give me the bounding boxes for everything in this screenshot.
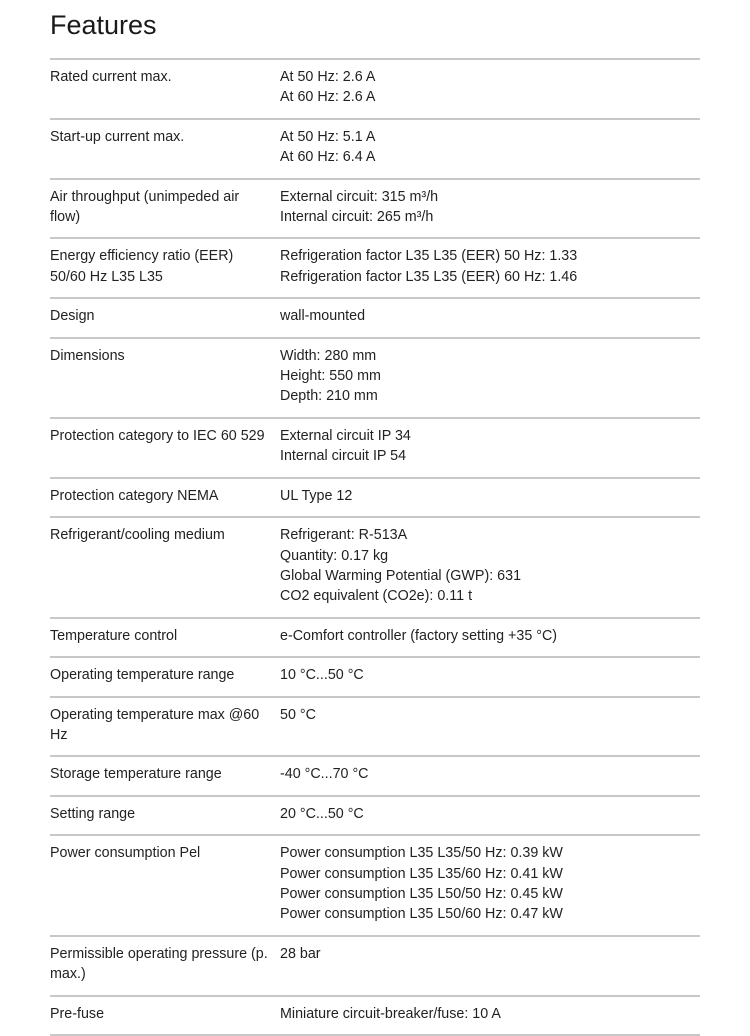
feature-value: At 50 Hz: 2.6 A [280, 69, 376, 85]
feature-label: Temperature control [50, 627, 178, 644]
feature-values [280, 127, 700, 168]
feature-value: Height: 550 mm [280, 368, 381, 385]
feature-value: wall-mounted [280, 308, 366, 325]
feature-value: 20 °C...50 °C [280, 805, 364, 822]
feature-values [280, 626, 700, 646]
feature-value: Refrigeration factor L35 L35 (EER) 50 Hz: 1.33 [280, 248, 578, 265]
feature-values [280, 804, 700, 824]
feature-label: Rated current max. [50, 69, 172, 85]
feature-value: UL Type 12 [280, 487, 353, 504]
feature-value: Refrigerant: R-513A [280, 527, 408, 544]
feature-label: Pre-fuse [50, 1005, 105, 1022]
feature-value: 28 bar [280, 945, 321, 962]
table-row [50, 997, 700, 1036]
feature-label: Protection category to IEC 60 529 [50, 427, 265, 444]
feature-values [280, 944, 700, 985]
feature-label: Permissible operating pressure (p. max.) [50, 945, 268, 983]
feature-value: Refrigeration factor L35 L35 (EER) 60 Hz: 1.46 [280, 268, 578, 285]
feature-value: At 60 Hz: 2.6 A [280, 89, 376, 106]
table-row [50, 797, 700, 836]
feature-label: Protection category NEMA [50, 487, 219, 504]
feature-value: e-Comfort controller (factory setting +35 °C) [280, 627, 558, 644]
feature-value: External circuit IP 34 [280, 427, 411, 444]
feature-value: Power consumption L35 L35/50 Hz: 0.39 kW [280, 845, 563, 862]
feature-value: Internal circuit IP 54 [280, 448, 407, 465]
feature-value: 50 °C [280, 706, 316, 723]
feature-value: Depth: 210 mm [280, 388, 378, 405]
table-row [50, 120, 700, 180]
table-row [50, 299, 700, 338]
feature-label: Power consumption Pel [50, 845, 201, 862]
table-row [50, 518, 700, 619]
feature-value: CO2 equivalent (CO2e): 0.11 t [280, 588, 473, 605]
feature-label: Refrigerant/cooling medium [50, 527, 225, 544]
feature-value: Power consumption L35 L35/60 Hz: 0.41 kW [280, 865, 563, 882]
table-row [50, 339, 700, 419]
feature-value: Quantity: 0.17 kg [280, 547, 389, 564]
feature-label: Storage temperature range [50, 766, 222, 783]
feature-value: Global Warming Potential (GWP): 631 [280, 567, 522, 584]
feature-value: Power consumption L35 L50/60 Hz: 0.47 kW [280, 906, 563, 923]
feature-value: Miniature circuit-breaker/fuse: 10 A [280, 1005, 501, 1022]
feature-label: Setting range [50, 805, 136, 822]
table-row [50, 180, 700, 240]
feature-label: Operating temperature max @60 Hz [50, 706, 260, 743]
feature-values [280, 306, 700, 326]
feature-label: Air throughput (unimpeded air flow) [50, 188, 240, 226]
feature-values [280, 246, 700, 287]
feature-value: External circuit: 315 m³/h [280, 188, 439, 205]
feature-values [280, 705, 700, 746]
feature-label: Start-up current max. [50, 128, 185, 145]
features-table [50, 58, 700, 1036]
feature-values [280, 187, 700, 228]
feature-value: Width: 280 mm [280, 347, 377, 364]
feature-values [280, 486, 700, 506]
table-row [50, 419, 700, 479]
feature-values [280, 843, 700, 925]
table-row [50, 836, 700, 937]
table-row [50, 757, 700, 796]
table-row [50, 937, 700, 997]
table-row [50, 239, 700, 299]
table-row [50, 698, 700, 758]
feature-values [280, 346, 700, 407]
table-row [50, 619, 700, 658]
feature-value: At 60 Hz: 6.4 A [280, 149, 376, 166]
feature-values [280, 426, 700, 467]
table-row [50, 658, 700, 697]
feature-value: At 50 Hz: 5.1 A [280, 128, 376, 145]
table-row [50, 60, 700, 120]
feature-values [280, 1004, 700, 1024]
feature-label: Energy efficiency ratio (EER) 50/60 Hz L35 L35 [50, 248, 234, 285]
feature-values [280, 764, 700, 784]
feature-label: Operating temperature range [50, 667, 235, 684]
feature-value: 10 °C...50 °C [280, 667, 364, 684]
feature-value: Internal circuit: 265 m³/h [280, 209, 434, 226]
feature-values [280, 665, 700, 685]
feature-value: -40 °C...70 °C [280, 766, 369, 783]
page-title: Features [50, 10, 157, 40]
feature-label: Design [50, 308, 95, 325]
feature-values [280, 67, 700, 108]
feature-values [280, 525, 700, 607]
feature-value: Power consumption L35 L50/50 Hz: 0.45 kW [280, 885, 563, 902]
feature-label: Dimensions [50, 347, 125, 364]
table-row [50, 479, 700, 518]
